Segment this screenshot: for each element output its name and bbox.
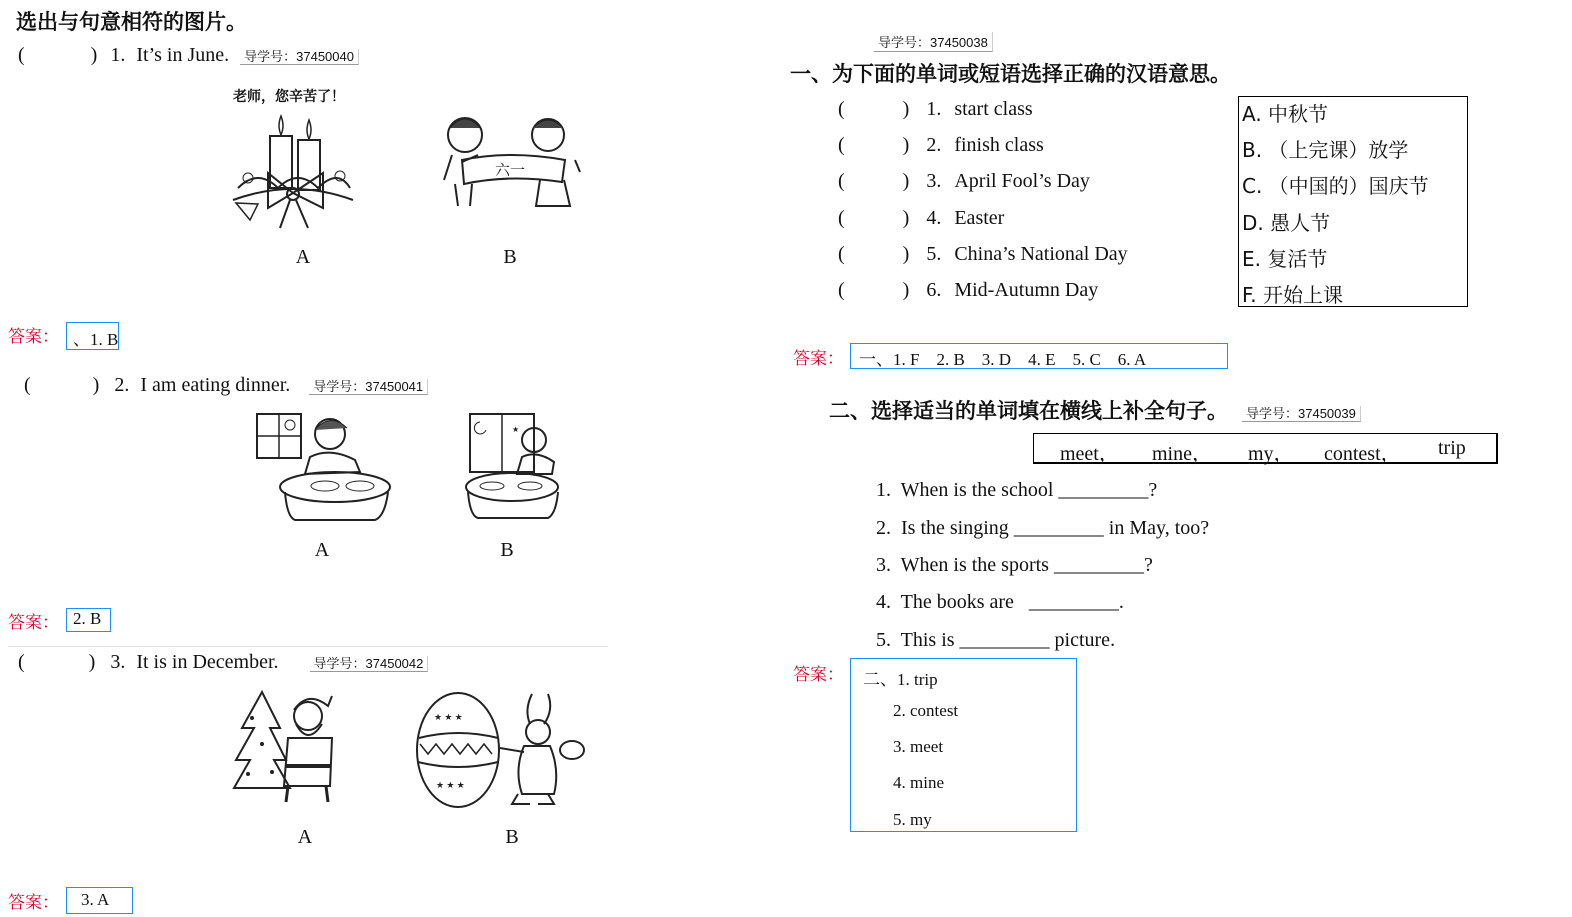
option-b-label: B xyxy=(503,246,517,268)
sentence-4: 4. The books are _________. xyxy=(876,591,1124,613)
sentence-5: 5. This is _________ picture. xyxy=(876,629,1116,651)
answer-box-3: 3. A xyxy=(66,887,133,914)
word-bank-item: trip xyxy=(1438,437,1466,459)
item-text: start class xyxy=(954,98,1033,120)
option-a-label: A xyxy=(297,826,313,848)
picture-caption: 老师，您辛苦了！ xyxy=(233,89,345,105)
question-number: 1. xyxy=(110,44,126,66)
word-bank xyxy=(1033,433,1498,464)
banner-text: 六一 xyxy=(495,161,526,179)
guide-number: 导学号：37450041 xyxy=(309,379,428,395)
section-2-answer-box xyxy=(850,658,1077,832)
item-text: Mid-Autumn Day xyxy=(954,279,1099,301)
daytime-dinner-picture[interactable] xyxy=(255,412,397,524)
answer-box-2: 2. B xyxy=(66,608,111,632)
answer-box-1: 、1. B xyxy=(66,322,119,350)
item-number: 4. xyxy=(926,207,942,229)
svg-text:★: ★ xyxy=(512,425,520,434)
word-bank-item: my， xyxy=(1248,443,1294,465)
option-b-label: B xyxy=(505,826,519,848)
divider xyxy=(8,646,608,647)
option-a-label: A xyxy=(295,246,311,268)
answer-label: 答案： xyxy=(8,613,59,633)
svg-text:★ ★ ★: ★ ★ ★ xyxy=(434,712,463,722)
paren-open: ( xyxy=(18,651,25,673)
guide-number: 导学号：37450039 xyxy=(1242,406,1361,422)
section-2-title: 二、选择适当的单词填在横线上补全句子。 xyxy=(829,399,1228,423)
svg-text:★ ★ ★: ★ ★ ★ xyxy=(436,780,465,790)
answer-line: 3. meet xyxy=(893,737,944,756)
item-text: China’s National Day xyxy=(954,243,1128,265)
question-1 xyxy=(18,44,359,67)
item-text: finish class xyxy=(954,134,1044,156)
option-b-label: B xyxy=(500,539,514,561)
question-3 xyxy=(18,651,428,674)
question-text: I am eating dinner. xyxy=(140,374,291,396)
sentence-3: 3. When is the sports _________? xyxy=(876,554,1153,576)
paren-close: ) xyxy=(88,651,96,673)
section-1-item: ( ) 2. finish class xyxy=(838,134,1044,156)
word-bank-item: contest， xyxy=(1324,443,1401,465)
option-f: F. 开始上课 xyxy=(1242,283,1344,307)
question-text: It’s in June. xyxy=(136,44,230,66)
candles-picture[interactable] xyxy=(228,108,358,230)
answer-label: 答案： xyxy=(793,665,844,685)
answer-line: 二、1. trip xyxy=(863,670,938,689)
word-bank-item: mine， xyxy=(1152,443,1212,465)
section-2-header xyxy=(829,395,1361,425)
children-day-picture[interactable] xyxy=(440,110,585,210)
question-number: 2. xyxy=(114,374,130,396)
paren-close: ) xyxy=(90,44,98,66)
item-number: 2. xyxy=(926,134,942,156)
answer-line: 4. mine xyxy=(893,773,944,792)
paren-close: ) xyxy=(92,374,100,396)
item-number: 5. xyxy=(926,243,942,265)
item-text: Easter xyxy=(954,207,1005,229)
guide-number: 导学号：37450040 xyxy=(240,49,359,65)
section-1-item: ( ) 1. start class xyxy=(838,98,1033,120)
guide-number: 导学号：37450042 xyxy=(310,656,429,672)
option-b: B. （上完课）放学 xyxy=(1242,138,1409,162)
night-dinner-picture[interactable] xyxy=(462,412,562,524)
sentence-1: 1. When is the school _________? xyxy=(876,479,1158,501)
section-1-item: ( ) 3. April Fool’s Day xyxy=(838,170,1090,192)
answer-label: 答案： xyxy=(793,349,844,369)
option-c: C. （中国的）国庆节 xyxy=(1242,174,1429,198)
question-text: It is in December. xyxy=(136,651,279,673)
options-table xyxy=(1238,96,1468,307)
option-e: E. 复活节 xyxy=(1242,247,1328,271)
section-1-answer-box: 一、1. F 2. B 3. D 4. E 5. C 6. A xyxy=(850,343,1228,369)
question-2 xyxy=(24,374,428,397)
sentence-2: 2. Is the singing _________ in May, too? xyxy=(876,517,1210,539)
paren-open: ( xyxy=(24,374,31,396)
section-1-item: ( ) 5. China’s National Day xyxy=(838,243,1128,265)
paren-open: ( xyxy=(18,44,25,66)
item-text: April Fool’s Day xyxy=(954,170,1090,192)
word-bank-item: meet， xyxy=(1060,443,1119,465)
option-d: D. 愚人节 xyxy=(1242,211,1331,235)
left-instruction: 选出与句意相符的图片。 xyxy=(16,10,247,34)
santa-christmas-picture[interactable] xyxy=(232,688,344,806)
answer-label: 答案： xyxy=(8,893,59,913)
easter-egg-picture[interactable] xyxy=(414,690,586,810)
question-number: 3. xyxy=(110,651,126,673)
section-1-title: 一、为下面的单词或短语选择正确的汉语意思。 xyxy=(790,62,1231,86)
option-a: A. 中秋节 xyxy=(1242,102,1329,126)
item-number: 6. xyxy=(926,279,942,301)
guide-number: 导学号：37450038 xyxy=(874,32,993,52)
answer-line: 5. my xyxy=(893,810,932,829)
item-number: 1. xyxy=(926,98,942,120)
item-number: 3. xyxy=(926,170,942,192)
section-1-item: ( ) 4. Easter xyxy=(838,207,1005,229)
option-a-label: A xyxy=(314,539,330,561)
answer-line: 2. contest xyxy=(893,701,959,720)
section-1-item: ( ) 6. Mid-Autumn Day xyxy=(838,279,1099,301)
answer-label: 答案： xyxy=(8,327,59,347)
